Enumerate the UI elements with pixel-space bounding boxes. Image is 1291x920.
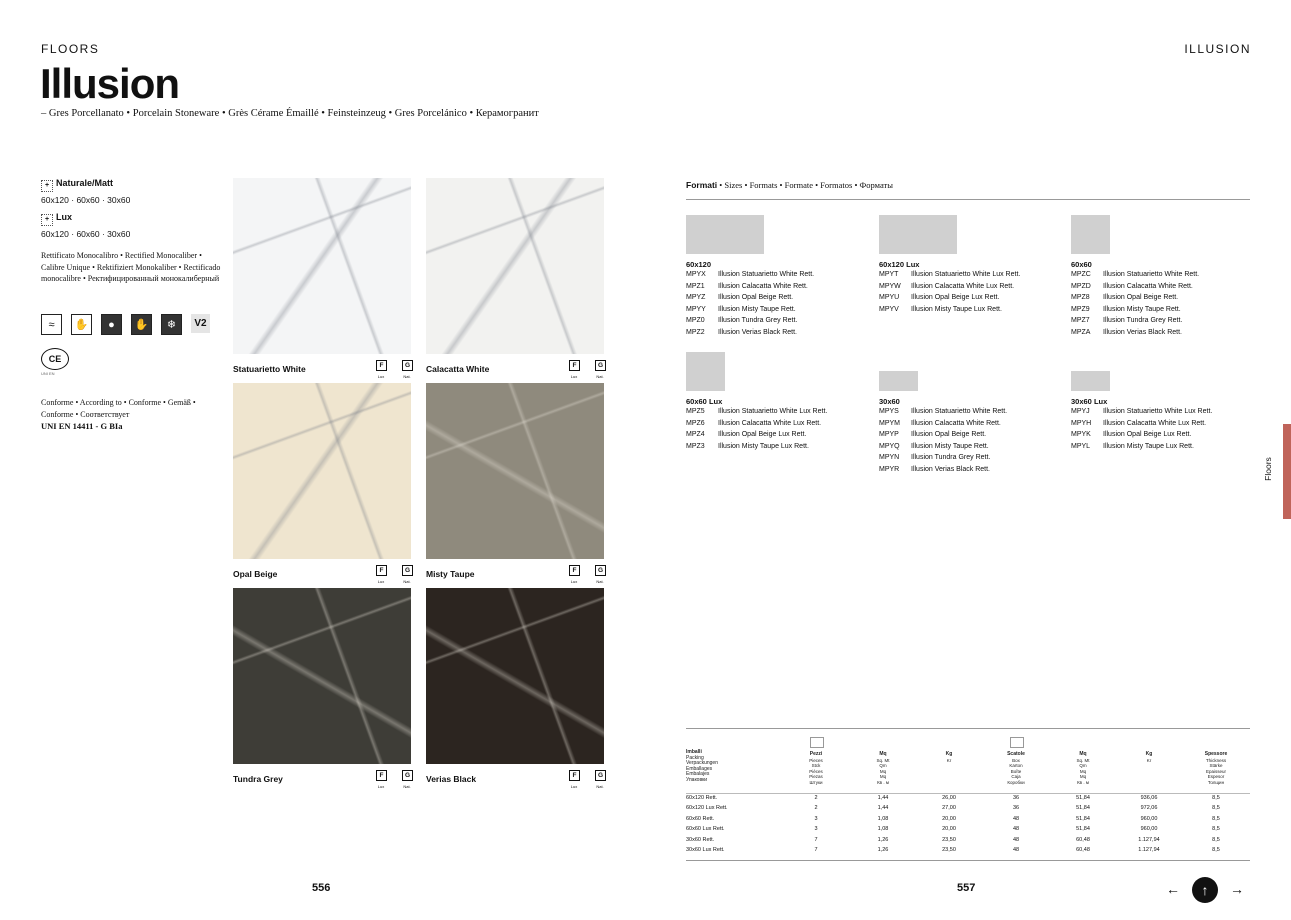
scroll-top-button[interactable]: ↑: [1192, 877, 1218, 903]
product-name: Illusion Misty Taupe Rett.: [1103, 305, 1181, 313]
table-cell: 1,26: [877, 836, 889, 843]
tile-name: Verias Black: [426, 774, 477, 784]
finish-badge-caption: Nat.: [596, 374, 604, 379]
format-row: [686, 281, 876, 293]
table-cell: 48: [1012, 836, 1020, 843]
product-name: Illusion Opal Beige Lux Rett.: [911, 294, 1000, 301]
table-row-label: 30x60 Lux Rett.: [686, 847, 725, 853]
tile-swatch: [233, 383, 411, 559]
product-code: MPYP: [879, 431, 899, 438]
tile-swatch: [233, 178, 411, 354]
column-header-line: Mq: [1079, 768, 1087, 774]
format-row: [879, 269, 1069, 281]
table-cell: 8,5: [1212, 826, 1220, 833]
column-header-line: Epaisseur: [1205, 768, 1226, 774]
format-block: [879, 371, 1069, 475]
column-header-title: Pezzi: [809, 751, 823, 757]
finish-badge-f: F: [569, 565, 580, 576]
shade-variation-icon: V2: [191, 314, 210, 333]
table-cell: 60,48: [1076, 836, 1090, 843]
product-name: Illusion Calacatta White Rett.: [718, 282, 808, 290]
column-header-title: Mq: [1079, 751, 1087, 757]
table-cell: 51,84: [1076, 826, 1090, 833]
tile-name: Tundra Grey: [233, 774, 283, 784]
column-header-title: Kg: [945, 751, 953, 757]
product-name: Illusion Opal Beige Lux Rett.: [718, 431, 807, 438]
table-cell: 51,84: [1076, 795, 1090, 801]
product-code: MPZD: [1071, 282, 1091, 290]
formats-divider: [686, 199, 1250, 200]
column-header-line: Boîte: [1010, 768, 1022, 774]
product-code: MPZ9: [1071, 305, 1090, 313]
table-cell: 1,08: [877, 826, 889, 833]
product-code: MPZ8: [1071, 294, 1090, 301]
table-cell: 936,06: [1140, 795, 1158, 801]
format-row: [1071, 406, 1261, 418]
finish-badge-g: G: [595, 360, 606, 371]
product-name: Illusion Calacatta White Rett.: [911, 419, 1001, 427]
column-header-line: Qm: [1079, 763, 1087, 768]
table-header-rule: [686, 793, 1250, 794]
format-row: [686, 406, 876, 418]
column-header-line: Штуки: [809, 779, 823, 785]
column-header-line: Box: [1012, 757, 1020, 763]
product-code: MPZ0: [686, 317, 705, 324]
product-code: MPYM: [879, 419, 900, 427]
column-header-line: Кв . м: [877, 779, 889, 785]
table-cell: 1.127,94: [1138, 836, 1160, 843]
product-name: Illusion Opal Beige Rett.: [1103, 294, 1179, 301]
format-name: 60x120: [686, 260, 712, 269]
product-code: MPZ7: [1071, 317, 1090, 324]
format-size-shape: [1071, 371, 1110, 391]
column-header: [786, 751, 846, 785]
table-cell: 7: [814, 836, 818, 843]
finish-badge-f: F: [569, 770, 580, 781]
product-name: Illusion Statuarietto White Lux Rett.: [718, 408, 828, 415]
product-name: Illusion Misty Taupe Rett.: [718, 305, 796, 313]
format-row: [879, 429, 1069, 441]
product-code: MPYQ: [879, 442, 900, 450]
format-block: [1071, 371, 1261, 452]
table-top-rule: [686, 728, 1250, 729]
finish-badge-caption: Lux: [377, 579, 385, 584]
column-header-line: Sq. Mt: [876, 757, 890, 763]
format-row: [686, 304, 876, 316]
finish-name: Naturale/Matt: [56, 178, 114, 188]
table-cell: 7: [814, 847, 818, 853]
table-row-label: 30x60 Rett.: [686, 836, 715, 843]
product-code: MPZ3: [686, 442, 705, 450]
product-name: Illusion Tundra Grey Rett.: [911, 454, 991, 461]
format-row: [879, 441, 1069, 453]
pallet-icon: [1010, 737, 1024, 748]
table-cell: 3: [814, 815, 818, 822]
product-name: Illusion Statuarietto White Rett.: [1103, 271, 1200, 278]
format-row: [1071, 304, 1261, 316]
product-code: MPYW: [879, 282, 901, 290]
table-cell: 51,84: [1076, 805, 1090, 812]
finish-badge-caption: Nat.: [403, 374, 411, 379]
product-code: MPYT: [879, 271, 899, 278]
product-name: Illusion Calacatta White Lux Rett.: [1103, 419, 1207, 427]
packing-label-head: Imballi: [686, 749, 702, 755]
finish-badge-caption: Lux: [377, 374, 385, 379]
section-label-right: ILLUSION: [1184, 42, 1251, 56]
table-cell: 2: [814, 805, 818, 812]
packing-label-line: Упаковки: [686, 776, 708, 783]
finish-badge-caption: Lux: [570, 374, 578, 379]
product-code: MPYR: [879, 465, 900, 473]
column-header-line: Mq: [879, 774, 887, 779]
product-code: MPYN: [879, 454, 900, 461]
finish-sizes: 60x120 · 60x60 · 30x60: [41, 229, 131, 239]
rectified-text: Rettificato Monocalibro • Rectified Monocaliber • Calibre Unique • Rektifiziert Monokaliber • Rectificado monocalibre • Ректифицированный монокалиберный: [41, 251, 221, 283]
conformity-text: Conforme • According to • Conforme • Gemäß • Conforme • Соответствует: [41, 398, 196, 419]
material-subtitle: – Gres Porcellanato • Porcelain Stoneware • Grès Cérame Émaillé • Feinsteinzeug • Gres Porcelánico • Керамогранит: [41, 108, 539, 119]
product-name: Illusion Statuarietto White Rett.: [718, 271, 815, 278]
product-name: Illusion Statuarietto White Rett.: [911, 408, 1008, 415]
finish-badge-f: F: [376, 565, 387, 576]
format-row: [686, 418, 876, 430]
product-name: Illusion Misty Taupe Rett.: [911, 442, 989, 450]
product-code: MPYU: [879, 294, 900, 301]
finish-badge-caption: Nat.: [596, 579, 604, 584]
column-header-line: Kr: [1146, 757, 1152, 763]
table-cell: 960,00: [1140, 815, 1158, 822]
table-cell: 1,26: [877, 847, 889, 853]
product-name: Illusion Opal Beige Rett.: [718, 294, 794, 301]
table-cell: 8,5: [1212, 805, 1220, 812]
finish-badge-g: G: [402, 770, 413, 781]
cert-caption: UNI EN: [41, 371, 55, 376]
column-header-title: Mq: [879, 751, 887, 757]
product-name: Illusion Calacatta White Lux Rett.: [911, 282, 1015, 290]
table-cell: 8,5: [1212, 815, 1220, 822]
table-cell: 36: [1012, 805, 1020, 812]
format-size-shape: [686, 352, 725, 391]
packing-label-line: Embalajes: [686, 771, 710, 777]
product-name: Illusion Misty Taupe Lux Rett.: [718, 442, 809, 450]
prev-page-button[interactable]: ←: [1166, 881, 1180, 897]
table-cell: 23,50: [942, 847, 956, 853]
table-row-label: 60x60 Lux Rett.: [686, 826, 725, 833]
section-label: FLOORS: [41, 42, 100, 56]
table-cell: 2: [814, 795, 818, 801]
column-header-line: Sq. Mt: [1076, 757, 1090, 763]
finish-badge-f: F: [376, 360, 387, 371]
format-name: 60x120 Lux: [879, 260, 920, 269]
product-name: Illusion Verias Black Rett.: [1103, 328, 1182, 336]
format-name: 30x60 Lux: [1071, 397, 1108, 406]
table-cell: 1,44: [877, 795, 889, 801]
finish-badge-g: G: [595, 770, 606, 781]
product-code: MPZ6: [686, 419, 705, 427]
foot-icon: ≈: [41, 314, 62, 335]
format-size-shape: [879, 371, 918, 391]
column-header: [986, 751, 1046, 785]
finish-badge-caption: Lux: [570, 784, 578, 789]
column-header-line: Pieces: [809, 757, 823, 763]
table-cell: 8,5: [1212, 836, 1220, 843]
product-code: MPYY: [686, 305, 706, 313]
tile-name: Opal Beige: [233, 569, 278, 579]
format-row: [879, 418, 1069, 430]
column-header-line: Piezas: [809, 774, 823, 779]
snowflake-icon: ❄: [161, 314, 182, 335]
format-name: 30x60: [879, 397, 900, 406]
column-header-line: Mq: [1079, 774, 1087, 779]
format-block: [686, 215, 876, 338]
hands-icon: ✋: [71, 314, 92, 335]
product-code: MPZ1: [686, 282, 705, 290]
finish-icon: +: [41, 214, 53, 226]
product-code: MPZ4: [686, 431, 705, 438]
product-code: MPZ5: [686, 408, 705, 415]
table-cell: 51,84: [1076, 815, 1090, 822]
format-row: [879, 452, 1069, 464]
column-header-line: Kr: [946, 757, 952, 763]
finish-sizes: 60x120 · 60x60 · 30x60: [41, 195, 131, 205]
product-code: MPYK: [1071, 431, 1091, 438]
table-cell: 36: [1012, 795, 1020, 801]
table-row-label: 60x120 Lux Rett.: [686, 805, 728, 812]
tile-name: Statuarietto White: [233, 364, 306, 374]
box-icon: [810, 737, 824, 748]
product-name: Illusion Verias Black Rett.: [911, 465, 990, 473]
shoe-icon: ●: [101, 314, 122, 335]
finish-naturale: [41, 178, 130, 205]
column-header: [1053, 751, 1113, 785]
tile-swatch: [426, 588, 604, 764]
table-cell: 8,5: [1212, 795, 1220, 801]
format-row: [686, 269, 876, 281]
format-row: [1071, 327, 1261, 339]
product-code: MPYJ: [1071, 408, 1090, 415]
format-row: [1071, 441, 1261, 453]
format-row: [1071, 418, 1261, 430]
cert-icon: CE: [41, 348, 69, 370]
finish-lux: [41, 212, 130, 239]
column-header: [1186, 751, 1246, 785]
column-header-line: Caja: [1011, 774, 1021, 779]
product-name: Illusion Opal Beige Rett.: [911, 431, 987, 438]
property-icons: [41, 314, 210, 335]
product-name: Illusion Statuarietto White Lux Rett.: [1103, 408, 1213, 415]
format-row: [686, 292, 876, 304]
column-header-line: Stärke: [1209, 763, 1223, 768]
table-cell: 20,00: [942, 815, 956, 822]
column-header-line: Qm: [879, 763, 887, 768]
finish-badge-caption: Lux: [570, 579, 578, 584]
format-row: [879, 304, 1069, 316]
table-cell: 60,48: [1076, 847, 1090, 853]
product-code: MPYL: [1071, 442, 1091, 450]
column-header-line: Karton: [1009, 763, 1023, 768]
product-name: Illusion Calacatta White Rett.: [1103, 282, 1193, 290]
finish-badge-g: G: [402, 565, 413, 576]
finish-badge-caption: Lux: [377, 784, 385, 789]
column-header-line: Stck: [811, 763, 821, 768]
table-row-label: 60x120 Rett.: [686, 795, 718, 801]
format-row: [879, 292, 1069, 304]
product-code: MPZA: [1071, 328, 1091, 336]
format-row: [1071, 281, 1261, 293]
column-header-line: Кв . м: [1077, 779, 1089, 785]
finish-badge-f: F: [376, 770, 387, 781]
finish-badge-caption: Nat.: [403, 579, 411, 584]
format-row: [879, 406, 1069, 418]
format-row: [879, 464, 1069, 476]
finish-name: Lux: [56, 212, 73, 222]
product-name: Illusion Tundra Grey Rett.: [718, 317, 798, 324]
column-header: [919, 751, 979, 763]
side-tab-label: Floors: [1262, 457, 1273, 481]
format-name: 60x60 Lux: [686, 397, 723, 406]
product-code: MPYS: [879, 408, 899, 415]
product-name: Illusion Verias Black Rett.: [718, 328, 797, 336]
product-name: Illusion Tundra Grey Rett.: [1103, 317, 1183, 324]
format-row: [686, 327, 876, 339]
format-row: [1071, 292, 1261, 304]
packing-label: [686, 750, 718, 783]
column-header-line: Thickness: [1205, 757, 1227, 763]
table-cell: 3: [814, 826, 818, 833]
product-code: MPYH: [1071, 419, 1092, 427]
finish-badge-caption: Nat.: [596, 784, 604, 789]
format-name: 60x60: [1071, 260, 1092, 269]
format-size-shape: [686, 215, 764, 254]
packing-label-line: Packing: [686, 754, 704, 761]
product-code: MPZC: [1071, 271, 1091, 278]
column-header: [1119, 751, 1179, 763]
format-row: [686, 441, 876, 453]
table-cell: 48: [1012, 847, 1020, 853]
format-size-shape: [1071, 215, 1110, 254]
product-name: Illusion Misty Taupe Lux Rett.: [1103, 442, 1194, 450]
product-name: Illusion Statuarietto White Lux Rett.: [911, 271, 1021, 278]
tile-swatch: [426, 383, 604, 559]
format-block: [879, 215, 1069, 315]
table-cell: 26,00: [942, 795, 956, 801]
tile-name: Misty Taupe: [426, 569, 475, 579]
column-header-title: Scatole: [1007, 751, 1025, 757]
page-number-right: 557: [957, 882, 976, 894]
format-block: [1071, 215, 1261, 338]
finish-badge-g: G: [595, 565, 606, 576]
table-cell: 1,44: [877, 805, 889, 812]
table-cell: 27,00: [942, 805, 956, 812]
format-row: [1071, 429, 1261, 441]
table-cell: 960,00: [1140, 826, 1158, 833]
table-bottom-rule: [686, 860, 1250, 861]
glove-icon: ✋: [131, 314, 152, 335]
format-size-shape: [879, 215, 957, 254]
format-row: [686, 315, 876, 327]
format-row: [686, 429, 876, 441]
table-cell: 48: [1012, 815, 1020, 822]
table-cell: 48: [1012, 826, 1020, 833]
finish-badge-f: F: [569, 360, 580, 371]
table-row-label: 60x60 Rett.: [686, 815, 715, 822]
column-header-title: Kg: [1145, 751, 1153, 757]
product-name: Illusion Opal Beige Lux Rett.: [1103, 431, 1192, 438]
side-tab[interactable]: [1283, 424, 1291, 519]
product-code: MPYX: [686, 271, 706, 278]
tile-swatch: [426, 178, 604, 354]
column-header-line: Mq: [879, 768, 887, 774]
finish-badge-caption: Nat.: [403, 784, 411, 789]
format-row: [1071, 315, 1261, 327]
table-cell: 1.127,94: [1138, 847, 1160, 853]
conformity-norm: UNI EN 14411 - G BIa: [41, 421, 123, 431]
product-code: MPZ2: [686, 328, 705, 336]
table-cell: 972,06: [1140, 805, 1158, 812]
product-name: Illusion Misty Taupe Lux Rett.: [911, 305, 1002, 313]
format-row: [879, 281, 1069, 293]
tile-name: Calacatta White: [426, 364, 490, 374]
column-header-line: Коробки: [1007, 779, 1025, 785]
table-cell: 1,08: [877, 815, 889, 822]
product-name: Illusion Calacatta White Lux Rett.: [718, 419, 822, 427]
column-header-line: Толщин: [1207, 779, 1225, 785]
column-header: [853, 751, 913, 785]
packing-label-line: Emballages: [686, 765, 713, 772]
table-cell: 8,5: [1212, 847, 1220, 853]
next-page-button[interactable]: →: [1230, 881, 1244, 897]
finish-badge-g: G: [402, 360, 413, 371]
format-block: [686, 352, 876, 452]
formats-heading-rest: • Sizes • Formats • Formate • Formatos • Форматы: [717, 180, 893, 190]
product-code: MPYV: [879, 305, 899, 313]
column-header-line: Espesor: [1207, 774, 1225, 779]
column-header-line: Pièces: [809, 768, 823, 774]
format-row: [1071, 269, 1261, 281]
page-title: Illusion: [40, 60, 179, 107]
finish-icon: +: [41, 180, 53, 192]
tile-swatch: [233, 588, 411, 764]
packing-label-line: Verpackungen: [686, 760, 718, 766]
product-code: MPYZ: [686, 294, 706, 301]
table-cell: 20,00: [942, 826, 956, 833]
page-number-left: 556: [312, 882, 331, 894]
formats-heading: [686, 180, 893, 190]
column-header-title: Spessore: [1204, 751, 1228, 757]
table-cell: 23,50: [942, 836, 956, 843]
formats-heading-bold: Formati: [686, 180, 718, 190]
